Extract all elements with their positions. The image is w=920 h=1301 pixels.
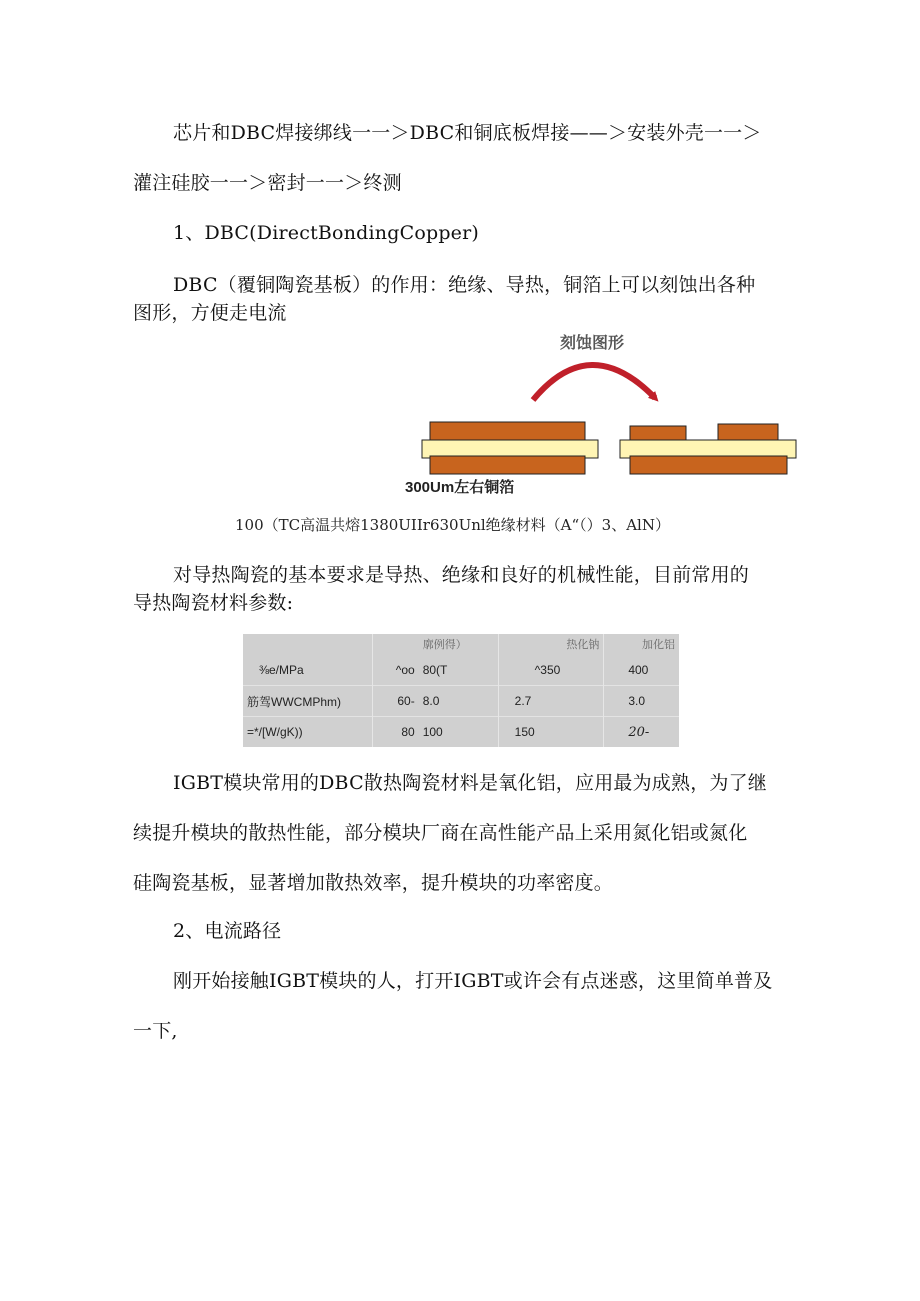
table-cell: 80 bbox=[372, 717, 419, 747]
ceramic-parameters-table bbox=[243, 634, 679, 747]
table-cell: 2.7 bbox=[498, 686, 604, 717]
table-header-cell: 廓例得） bbox=[422, 639, 467, 651]
figure-title: 刻蚀图形 bbox=[560, 335, 625, 352]
table-header-cell: 热化钠 bbox=[498, 634, 604, 655]
table-cell: 8.0 bbox=[419, 686, 498, 717]
copper-pad-right-after bbox=[718, 424, 778, 442]
figure-caption: 300Um左右铜箔 bbox=[405, 479, 515, 496]
table-cell: 60- bbox=[372, 686, 419, 717]
paragraph-igbt-dbc-line2: 续提升模块的散热性能，部分模块厂商在高性能产品上采用氮化铝或氮化 bbox=[133, 822, 748, 844]
etching-diagram bbox=[405, 326, 800, 501]
section-heading-current-path: 2、电流路径 bbox=[173, 920, 282, 942]
table-cell: 400 bbox=[604, 655, 679, 685]
section-heading-dbc: 1、DBC(DirectBondingCopper) bbox=[173, 222, 480, 244]
table-cell: =*/[W/gK)) bbox=[243, 717, 372, 747]
paragraph-intro-line2: 一下, bbox=[133, 1020, 178, 1042]
table-cell: ^350 bbox=[498, 655, 604, 685]
copper-top-layer-before bbox=[430, 422, 585, 442]
paragraph-intro-line1: 刚开始接触IGBT模块的人，打开IGBT或许会有点迷惑，这里简单普及 bbox=[173, 970, 773, 992]
table-cell: 20- bbox=[604, 717, 679, 747]
table-cell: 80(T bbox=[422, 663, 448, 678]
ceramic-substrate-before bbox=[422, 440, 598, 458]
etching-arrow bbox=[533, 365, 655, 400]
copper-bottom-layer-before bbox=[430, 456, 585, 474]
ceramic-substrate-after bbox=[620, 440, 796, 458]
table-cell: 100 bbox=[419, 717, 498, 747]
table-cell: ^oo bbox=[372, 655, 419, 685]
paragraph-dbc-function-line1: DBC（覆铜陶瓷基板）的作用：绝缘、导热，铜箔上可以刻蚀出各种 bbox=[173, 274, 756, 296]
table-header-row bbox=[243, 634, 679, 655]
table-header-cell bbox=[243, 634, 372, 655]
etching-diagram-svg bbox=[405, 326, 800, 476]
table-row bbox=[243, 655, 679, 685]
table-cell: 150 bbox=[498, 717, 604, 747]
paragraph-ceramic-requirements-line2: 导热陶瓷材料参数: bbox=[133, 592, 294, 614]
table-cell: ⅜e/MPa bbox=[259, 663, 304, 678]
table-cell: 筋驾WWCMPhm) bbox=[243, 686, 372, 717]
table-header-cell bbox=[372, 634, 419, 655]
paragraph-igbt-dbc-line1: IGBT模块常用的DBC散热陶瓷材料是氧化铝，应用最为成熟，为了继 bbox=[173, 772, 768, 794]
paragraph-ceramic-requirements-line1: 对导热陶瓷的基本要求是导热、绝缘和良好的机械性能，目前常用的 bbox=[173, 564, 750, 586]
copper-bottom-layer-after bbox=[630, 456, 787, 474]
paragraph-igbt-dbc-line3: 硅陶瓷基板，显著增加散热效率，提升模块的功率密度。 bbox=[133, 872, 614, 894]
table-header-cell: 加化铝 bbox=[604, 634, 679, 655]
paragraph-process-flow-line1: 芯片和DBC焊接绑线一一＞DBC和铜底板焊接——＞安装外壳一一＞ bbox=[173, 122, 762, 144]
table-row bbox=[243, 717, 679, 747]
paragraph-dbc-function-line2: 图形，方便走电流 bbox=[133, 302, 287, 324]
table-row bbox=[243, 686, 679, 717]
paragraph-process-flow-line2: 灌注硅胶一一＞密封一一＞终测 bbox=[133, 172, 402, 194]
materials-caption: 100（TC高温共熔1380UIIr630Unl绝缘材料（A“（）3、AlN） bbox=[235, 516, 670, 534]
table-cell: 3.0 bbox=[604, 686, 679, 717]
